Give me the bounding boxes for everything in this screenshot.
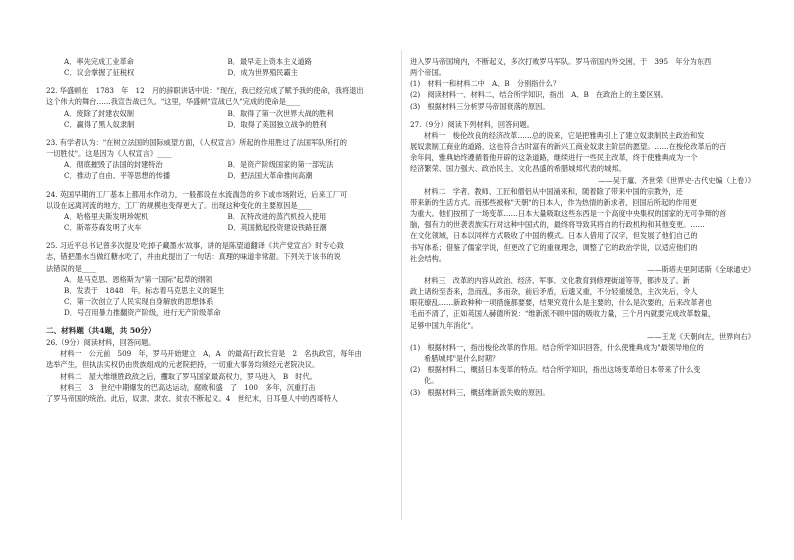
material-line: 毛而不清了，正如英国人赫德所说："维新派不顾中国的吸收力量，三个月内就要完成改革数量， — [410, 309, 716, 319]
material-source: ——王龙《天朝向左，世界向右》 — [647, 331, 755, 341]
question-22 — [46, 85, 391, 130]
question-head: 26.（9分）阅读材料，回答问题。 — [46, 338, 156, 348]
option: D．取得了美国独立战争的胜利 — [227, 119, 327, 129]
question-25 — [46, 240, 391, 318]
material-line: 足够中国九年消化"。 — [410, 320, 478, 330]
sub-question: (3) 根据材料三，概括维新派失败的原因。 — [410, 387, 550, 397]
option: A．哈格里夫斯发明珍妮机 — [64, 211, 149, 221]
material-line: 政上诸纷至沓来，急而乱，多而杂，前后矛盾，后遗又重，不分轻重缓急，主次先后，令人 — [410, 287, 698, 297]
option: D．把法国大革命推向高潮 — [227, 171, 313, 181]
material-line: 进入罗马帝国境内，不断起义，多次打败罗马军队。罗马帝国内外交困，于 395 年分为东西 — [410, 57, 712, 66]
material-line: 社会结构。 — [410, 253, 446, 263]
section-heading: 二、材料题（共4题，共 50分） — [46, 326, 156, 336]
option: C．第一次创立了人民实现自身解放的思想体系 — [64, 296, 214, 306]
sub-question: (1) 材料一和材料二中 A、B 分别指什么？ — [410, 79, 561, 89]
option: B．瓦特改进的蒸汽机投入使用 — [227, 211, 327, 221]
material-line: 为重大。他们按照了一场变革……日本大量吸取这些东西是一个高度中央集权的国家的无可争辩的首 — [410, 209, 727, 219]
sub-question: (2) 根据材料二，概括日本变革的特点。结合所学知识，指出这场变革给日本带来了什么变 — [410, 365, 701, 375]
question-stem: 以设在远离河流的地方，工厂的规模也变得更大了。出现这种变化的主要原因是____ — [46, 200, 312, 210]
material-line: 选举产生，但执法实权仍由贵族组成的元老院把持，一切重大事务均须经元老院决议。 — [46, 360, 320, 370]
option: C．议会掌握了征税权 — [64, 68, 135, 78]
q25-options — [46, 274, 391, 319]
q24-options — [46, 211, 391, 233]
material-line: 眼花缭乱……新政种种一项措施都要要，结果究竟什么是主要的，什么是次要的，后来改革者也 — [410, 298, 712, 308]
material-line: 材料三 改革的内容从政治、经济、军事、文化教育到修理街道等等，都涉及了。新 — [424, 275, 690, 285]
option: A．率先完成工业革命 — [64, 57, 134, 66]
question-stem: 24. 英国早期的工厂基本上都用水作动力，一般都设在水流湍急的乡下或市场附近，后来工厂可 — [46, 189, 348, 199]
option: C．推动了自由、平等思想的传播 — [64, 171, 171, 181]
option: A．彻底摧毁了法国的封建特治 — [64, 160, 163, 170]
option: B．是资产阶级国家的第一部宪法 — [227, 160, 334, 170]
material-line: 展奴隶制工商业的道路，这也符合古时富有的新兴工商业奴隶主阶层的愿望。……在梭伦改革后的百 — [410, 142, 727, 152]
option: C．斯蒂芬森发明了火车 — [64, 223, 142, 233]
question-stem: 志，错把墨水当做红糖水吃了，并由此提出了一句话：真理的味道非常甜。下列关于该书的说 — [46, 252, 341, 262]
question-24 — [46, 189, 391, 234]
right-column — [410, 56, 755, 398]
question-26 — [46, 337, 391, 404]
material-source: ——斯塔夫里阿诺斯《全球通史》 — [647, 264, 755, 274]
sub-question: (3) 根据材料三分析罗马帝国衰落的原因。 — [410, 101, 550, 111]
option: B．发表于 1848 年，标志着马克思主义的诞生 — [64, 285, 225, 295]
material-line: 材料二 学者、教师、工匠和僧侣从中国涌来和，随着除了带来中国的宗教外，还 — [424, 186, 683, 196]
option: D．成为世界殖民霸主 — [227, 68, 298, 78]
option: B．最早走上资本主义道路 — [227, 57, 312, 66]
question-stem: 22. 华盛顿在 1783 年 12 月的辞职讲话中说："现在，我已经完成了赋予我的使命，我将退出 — [46, 86, 364, 96]
sub-question: 化。 — [424, 376, 439, 386]
sub-question: (1) 根据材料一，指出梭伦改革的作用。结合所学知识回答，什么使雅典成为"最领导地位的 — [410, 342, 704, 352]
question-stem: 这个伟大的舞台……我宣告战已久。"这里，华盛顿"宣战已久"完成的使命是____ — [46, 97, 301, 107]
material-line: 材料二 屋大维继胜政敌之后，攫取了罗马国家最高权力，罗马进入 B 时代。 — [60, 371, 317, 381]
option: D．号召用暴力推翻资产阶级，进行无产阶级革命 — [64, 308, 221, 318]
q22-options — [46, 108, 391, 130]
option: A．是马克思、恩格斯为"第一国际"起草的纲领 — [64, 274, 213, 284]
material-source: ——吴于廑、齐世荣《世界史·古代史编（上卷）》 — [598, 175, 755, 185]
question-stem: 一切胜仗"。这是因为《人权宣言》____ — [46, 149, 172, 159]
option: A．废除了封建农奴制 — [64, 108, 134, 118]
material-line: 书写体系；借鉴了儒家学说，但更改了它的重视理念，调整了它的政治学说，以适应他们的 — [410, 242, 698, 252]
material-line: 材料一 梭伦改良的经济改革……总的说来，它是把雅典引上了建立奴隶制民主政治和发 — [424, 130, 705, 140]
column-divider — [401, 50, 402, 520]
q21-options — [46, 56, 391, 78]
sub-question: 希腊城邦"是什么时期？ — [424, 354, 500, 364]
question-head: 27.（9分）阅读下列材料，回答问题。 — [410, 119, 534, 129]
option: C．赢得了黑人奴隶制 — [64, 119, 135, 129]
material-line: 材料三 3 世纪中期爆发的巴高达运动，腐败和盛 了 100 多年，沉重打击 — [60, 382, 316, 392]
material-line: 两个帝国。 — [410, 68, 446, 78]
material-line: 材料一 公元前 509 年，罗马开始建立 A，A 的最高行政长官是 2 名执政官，每年由 — [60, 349, 362, 359]
material-line: 脑，强有力的世袭表族实行对这种中国式的，最终将导致其将自的行政机构和其他变更。…… — [410, 220, 705, 230]
material-line: 余年间，雅典始终遵循着他开辟的这条道路，继续进行一些民主改革，终于使雅典成为一个 — [410, 153, 698, 163]
option: B．取得了第一次世界大战的胜利 — [227, 108, 334, 118]
question-stem: 23. 有学者认为："在树立法国的国际威望方面，《人权宣言》所起的作用胜过了法国军队所打的 — [46, 137, 347, 147]
question-23 — [46, 137, 391, 182]
question-stem: 法错误的是____ — [46, 263, 97, 273]
sub-question: (2) 阅读材料一、材料二，结合所学知识，指出 A、B 在政治上的主要区别。 — [410, 90, 668, 100]
material-line: 经济繁荣、国力强大、政治民主、文化昌盛的希腊城邦代表的城邦。 — [410, 164, 626, 174]
material-line: 在文化领域，日本以同样方式吸收了中国的模式。日本人借用了汉字，但发展了他们自己的 — [410, 231, 698, 241]
option: D．英国掀起投资建设铁路狂潮 — [227, 223, 327, 233]
q23-options — [46, 159, 391, 181]
question-stem: 25. 习近平总书记曾多次提及'吃掉子藏墨水'故事，讲的是陈望道翻译《共产党宣言》时专心致 — [46, 241, 344, 251]
left-column — [46, 56, 391, 404]
question-27 — [410, 119, 755, 398]
material-line: 带来新的生活方式。而那些被称"天朝"的日本人，作为热情的新求者，回国后所起的作用更 — [410, 197, 697, 207]
material-line: 了罗马帝国的统治。此后，奴隶、隶农、贫农不断起义。4 世纪末，日耳曼人中的西哥特人 — [46, 393, 339, 403]
